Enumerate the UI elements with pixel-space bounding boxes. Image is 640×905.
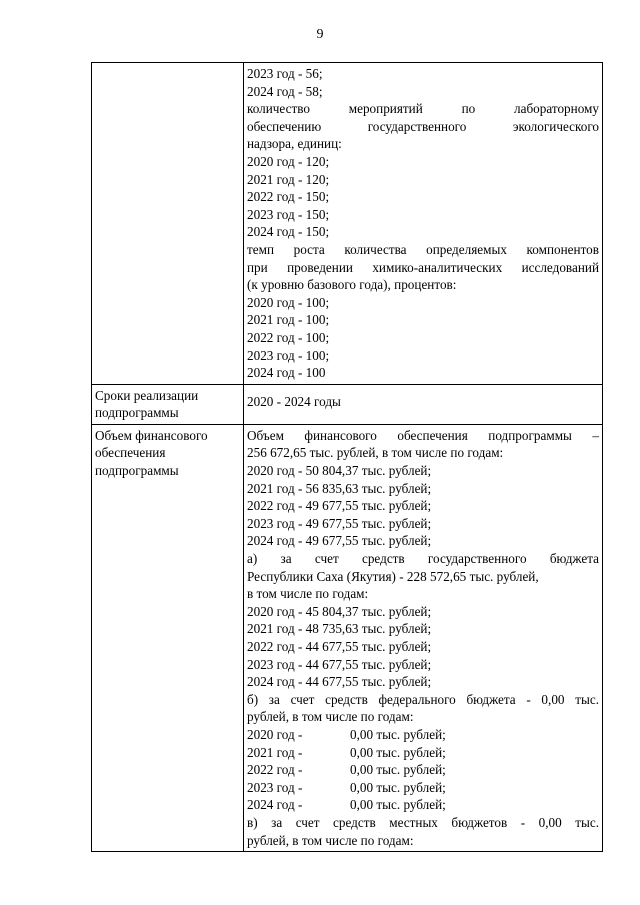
growth-heading-line: (к уровню базового года), процентов:: [247, 277, 457, 293]
federal-year-label: 2024 год -: [247, 797, 303, 813]
lab-support-year: 2023 год - 150;: [247, 206, 330, 222]
growth-year: 2024 год - 100: [247, 365, 326, 381]
growth-year: 2022 год - 100;: [247, 329, 330, 345]
federal-budget-line: рублей, в том числе по годам:: [247, 709, 414, 725]
funding-row: [92, 424, 603, 851]
federal-budget-line: б) за счет средств федерального бюджета - 0,00 тыс.: [247, 691, 599, 707]
indicators-row: [92, 63, 603, 385]
local-budget-line: рублей, в том числе по годам:: [247, 832, 414, 848]
indicator-line: 2024 год - 58;: [247, 83, 323, 99]
regional-budget-year: 2020 год - 45 804,37 тыс. рублей;: [247, 603, 432, 619]
federal-year-amount: 0,00 тыс. рублей;: [350, 762, 446, 778]
local-budget-line: в) за счет средств местных бюджетов - 0,00 тыс.: [247, 814, 599, 830]
federal-year-label: 2023 год -: [247, 779, 303, 795]
page-number: 9: [316, 27, 324, 42]
regional-budget-year: 2023 год - 44 677,55 тыс. рублей;: [247, 656, 432, 672]
funding-label: Объем финансового обеспечения подпрограммы: [92, 424, 244, 851]
federal-year-label: 2020 год -: [247, 726, 303, 742]
indicator-line: 2023 год - 56;: [247, 66, 323, 81]
federal-year-amount: 0,00 тыс. рублей;: [350, 744, 446, 760]
funding-total-line: 256 672,65 тыс. рублей, в том числе по годам:: [247, 445, 504, 461]
growth-heading-line: при проведении химико-аналитических исследований: [247, 259, 599, 275]
federal-year-amount: 0,00 тыс. рублей;: [350, 779, 446, 795]
federal-budget-year: [247, 796, 599, 814]
lab-support-heading-line: обеспечению государственного экологического: [247, 118, 599, 134]
funding-total-year: 2024 год - 49 677,55 тыс. рублей;: [247, 533, 432, 549]
indicators-content: [244, 63, 603, 385]
federal-year-label: 2022 год -: [247, 762, 303, 778]
regional-budget-line: в том числе по годам:: [247, 586, 369, 602]
lab-support-year: 2024 год - 150;: [247, 224, 330, 240]
growth-heading-line: темп роста количества определяемых компонентов: [247, 241, 599, 257]
federal-year-label: 2021 год -: [247, 744, 303, 760]
growth-year: 2020 год - 100;: [247, 294, 330, 310]
period-value: 2020 - 2024 годы: [247, 393, 341, 409]
period-content: [244, 384, 603, 424]
indicators-label: [92, 63, 244, 385]
funding-content: [244, 424, 603, 851]
federal-budget-year: [247, 726, 599, 744]
regional-budget-year: 2021 год - 48 735,63 тыс. рублей;: [247, 621, 432, 637]
regional-budget-line: Республики Саха (Якутия) - 228 572,65 тыс. рублей,: [247, 568, 539, 584]
federal-budget-year: [247, 761, 599, 779]
period-label: Сроки реализации подпрограммы: [92, 384, 244, 424]
lab-support-year: 2022 год - 150;: [247, 189, 330, 205]
regional-budget-year: 2022 год - 44 677,55 тыс. рублей;: [247, 639, 432, 654]
growth-year: 2021 год - 100;: [247, 312, 330, 328]
period-row: [92, 384, 603, 424]
lab-support-heading-line: надзора, единиц:: [247, 136, 342, 152]
funding-total-year: 2021 год - 56 835,63 тыс. рублей;: [247, 480, 432, 496]
federal-year-amount: 0,00 тыс. рублей;: [350, 726, 446, 742]
regional-budget-line: а) за счет средств государственного бюджета: [247, 551, 599, 567]
growth-year: 2023 год - 100;: [247, 347, 330, 363]
federal-budget-year: [247, 779, 599, 797]
funding-total-year: 2023 год - 49 677,55 тыс. рублей;: [247, 515, 432, 531]
funding-total-year: 2020 год - 50 804,37 тыс. рублей;: [247, 463, 432, 479]
regional-budget-year: 2024 год - 44 677,55 тыс. рублей;: [247, 674, 432, 690]
funding-total-line: Объем финансового обеспечения подпрограммы –: [247, 427, 599, 443]
federal-budget-year: [247, 744, 599, 762]
lab-support-heading-line: количество мероприятий по лабораторному: [247, 101, 599, 117]
lab-support-year: 2020 год - 120;: [247, 153, 330, 169]
funding-total-year: 2022 год - 49 677,55 тыс. рублей;: [247, 498, 432, 514]
subprogram-passport-table: [91, 62, 603, 852]
federal-year-amount: 0,00 тыс. рублей;: [350, 797, 446, 813]
lab-support-year: 2021 год - 120;: [247, 171, 330, 187]
